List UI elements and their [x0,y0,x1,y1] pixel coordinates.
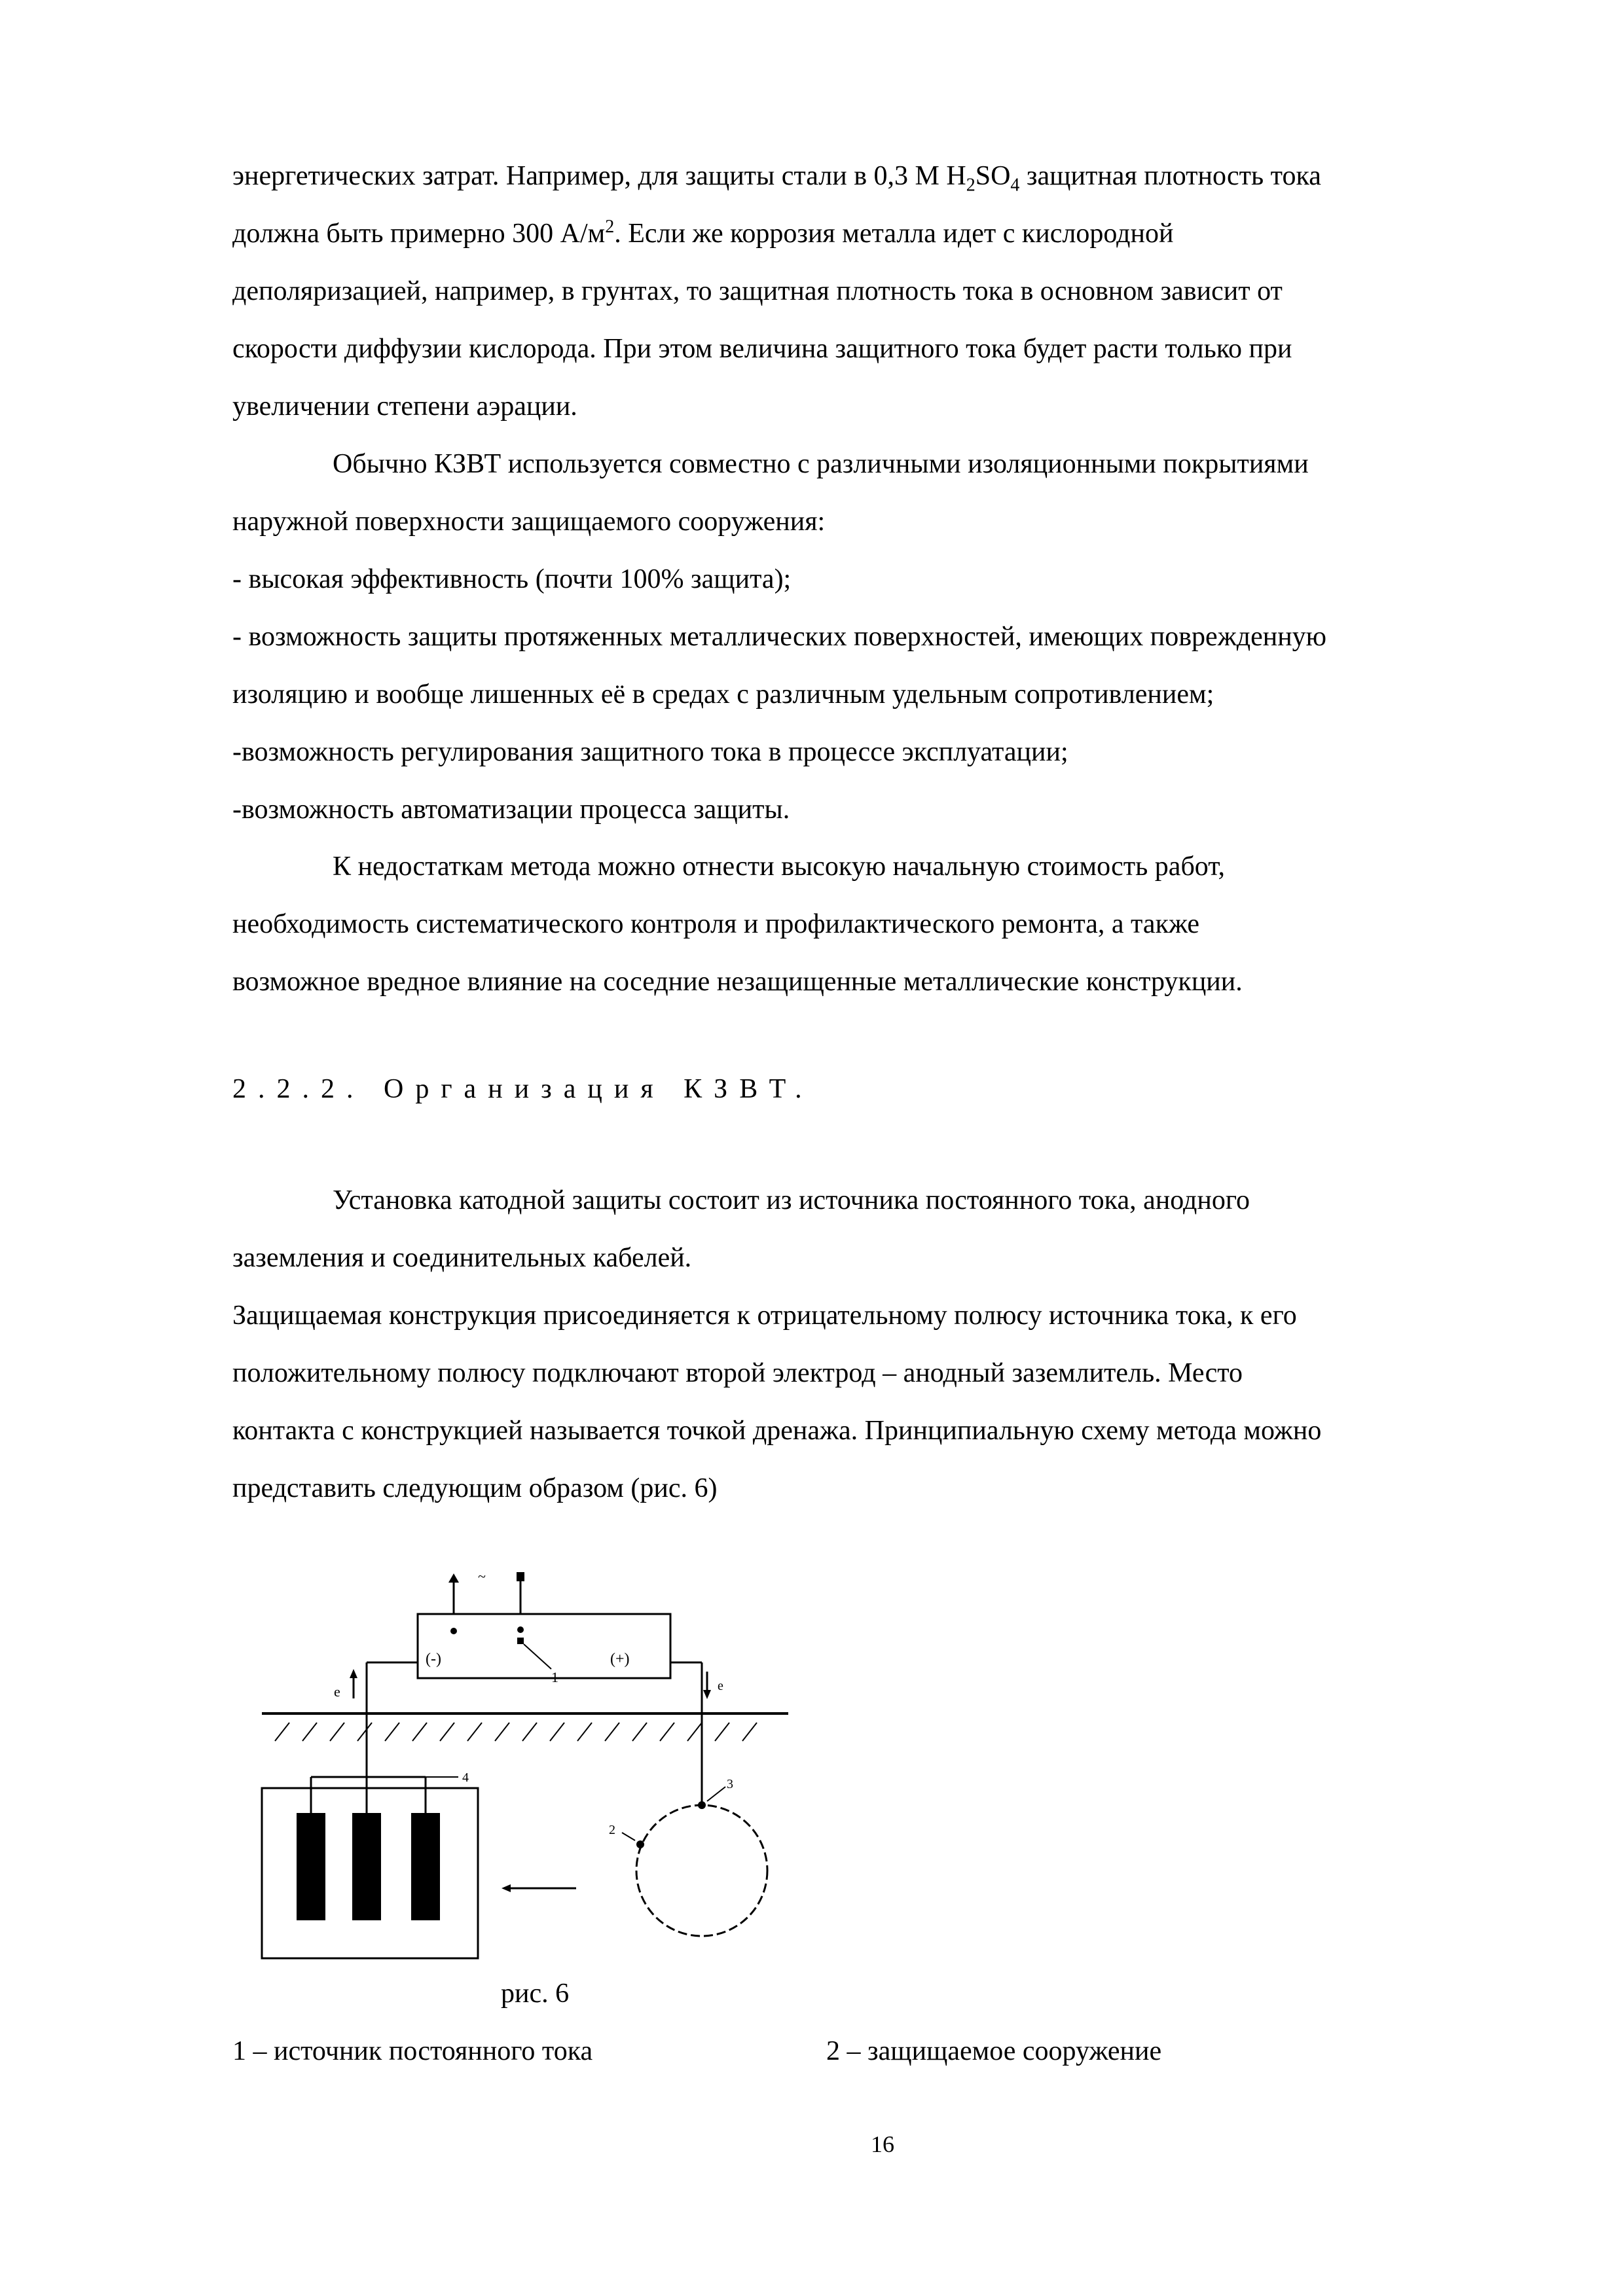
paragraph-2-line-7: -возможность автоматизации процесса защиты. [232,795,790,825]
paragraph-3-line-3: возможное вредное влияние на соседние незащищенные металлические конструкции. [232,967,1243,997]
label-1: 1 [551,1669,558,1685]
paragraph-3-line-1: К недостаткам метода можно отнести высокую начальную стоимость работ, [333,852,1225,882]
figure-caption-title: рис. 6 [501,1979,570,2009]
label-1-marker [517,1638,524,1644]
figure-legend-item-2: 2 – защищаемое сооружение [826,2036,1162,2066]
minus-pole-label: (-) [426,1651,441,1668]
section-heading-text: 2.2.2. Организация КЗВТ. [232,1074,814,1104]
anode-electrode-1 [297,1813,325,1920]
current-arrow-right-head [703,1690,711,1699]
label-e-right: e [718,1679,723,1693]
paragraph-2 [232,435,1542,838]
paragraph-1-line-3: деполяризацией, например, в грунтах, то защитная плотность тока в основном зависит от [232,276,1283,306]
label-e-left: e [334,1683,340,1700]
paragraph-4-line-5: контакта с конструкцией называется точкой дренажа. Принципиальную схему метода можно [232,1416,1322,1446]
terminal-dot-left [450,1628,457,1634]
label-1-leader [524,1644,551,1669]
cathodic-protection-diagram [249,1551,799,2009]
terminal-dot-right [517,1626,524,1633]
paragraph-4 [232,1172,1542,1517]
paragraph-1-line-5: увеличении степени аэрации. [232,391,577,422]
figure-legend-item-1: 1 – источник постоянного тока [232,2036,593,2066]
paragraph-1-line-4: скорости диффузии кислорода. При этом величина защитного тока будет расти только при [232,334,1292,364]
label-2-leader [622,1833,635,1840]
plus-pole-label: (+) [610,1651,630,1668]
paragraph-4-line-3: Защищаемая конструкция присоединяется к отрицательному полюсу источника тока, к его [232,1300,1297,1331]
paragraph-2-line-4: - возможность защиты протяженных металлических поверхностей, имеющих поврежденную [232,622,1327,652]
drainage-point-marker [698,1801,706,1809]
power-source-box [418,1614,670,1678]
page-number: 16 [871,2131,894,2157]
paragraph-4-line-4: положительному полюсу подключают второй электрод – анодный заземлитель. Место [232,1358,1243,1388]
label-3: 3 [727,1777,733,1791]
current-flow-arrow-head [501,1884,511,1892]
paragraph-2-line-2: наружной поверхности защищаемого сооружения: [232,507,826,537]
paragraph-1-line-1: энергетических затрат. Например, для защиты стали в 0,3 М $H_2SO_4$ защитная плотность тока [232,161,1321,196]
paragraph-4-line-1: Установка катодной защиты состоит из источника постоянного тока, анодного [333,1185,1250,1215]
paragraph-4-line-6: представить следующим образом (рис. 6) [232,1473,718,1503]
structure-point-marker [636,1840,644,1848]
paragraph-2-line-5: изоляцию и вообще лишенных её в средах с различным удельным сопротивлением; [232,679,1214,709]
current-arrow-left-head [350,1669,357,1678]
paragraph-4-line-2: заземления и соединительных кабелей. [232,1243,692,1273]
source-ac-mark: ~ [478,1568,486,1585]
paragraph-2-line-6: -возможность регулирования защитного тока в процессе эксплуатации; [232,737,1068,767]
ground-hatching [275,1723,757,1741]
terminal-arrow-icon [448,1573,459,1583]
paragraph-1 [232,147,1542,435]
label-3-leader [707,1787,725,1801]
terminal-block-icon [517,1572,524,1581]
paragraph-2-line-1: Обычно КЗВТ используется совместно с различными изоляционными покрытиями [333,449,1309,479]
paragraph-3 [232,838,1542,1011]
protected-structure-ring [636,1805,767,1936]
label-2: 2 [609,1823,615,1837]
paragraph-1-line-2: должна быть примерно 300 $А/м^2$. Если же коррозия металла идет с кислородной [232,217,1174,249]
section-heading [232,1060,1542,1118]
paragraph-2-line-3: - высокая эффективность (почти 100% защита); [232,564,792,594]
paragraph-3-line-2: необходимость систематического контроля и профилактического ремонта, а также [232,909,1200,939]
anode-electrode-2 [352,1813,381,1920]
label-4: 4 [462,1770,469,1785]
anode-electrode-3 [411,1813,440,1920]
